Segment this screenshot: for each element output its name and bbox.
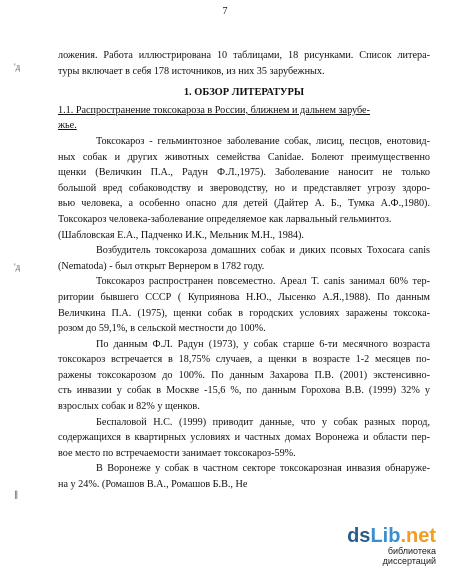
paragraph xyxy=(58,134,430,243)
watermark xyxy=(336,526,436,566)
page-number: 7 xyxy=(222,6,228,17)
subsection-heading xyxy=(58,103,430,134)
text-line: взрослых собак и 82% у щенков. xyxy=(58,401,200,413)
margin-mark: ∥ xyxy=(14,490,19,500)
text-line: ритории бывшего СССР ( Куприянова Н.Ю., Лысенко А.Я.,1988). По данным xyxy=(58,291,430,303)
text-line: Беспаловой Н.С. (1999) приводит данные, что у собак разных пород, xyxy=(96,416,430,428)
paragraph xyxy=(58,274,430,336)
text-line: содержащихся в квартирных условиях и частных домах Воронежа и области пер- xyxy=(58,432,430,444)
document-body xyxy=(58,48,430,493)
text-line: Токсокароз - гельминтозное заболевание собак, лисиц, песцов, енотовид- xyxy=(96,135,430,147)
subheading-line: жье. xyxy=(58,120,77,132)
text-line: Токсокароз человека-заболевание определяемое как ларвальный гельминтоз. xyxy=(58,213,392,225)
text-line: большой вред собаководству и звероводству, но и представляет угрозу здоро- xyxy=(58,182,430,194)
text-line: По данным Ф.Л. Радун (1973), у собак старше 6-ти месячного возраста xyxy=(96,338,430,350)
paragraph xyxy=(58,243,430,274)
text-line: Токсокароз распространен повсеместно. Ареал T. canis занимал 60% тер- xyxy=(96,276,430,288)
paragraph xyxy=(58,337,430,415)
margin-mark: 'д xyxy=(14,62,21,72)
logo-ds: ds xyxy=(347,525,371,547)
text-line: Возбудитель токсокароза домашних собак и диких псовых Toxocara canis xyxy=(96,245,430,257)
logo-lib: Lib xyxy=(370,525,401,547)
text-line: сть инвазии у собак в Москве -15,6 %, по данным Горохова В.В. (1999) 32% у xyxy=(58,385,430,397)
text-line: В Воронеже у собак в частном секторе токсокарозная инвазия обнаруже- xyxy=(96,463,430,475)
paragraph xyxy=(58,415,430,462)
intro-line: туры включает в себя 178 источников, из них 35 зарубежных. xyxy=(58,65,325,77)
text-line: на у 24%. (Ромашов В.А., Ромашов Б.В., Не xyxy=(58,479,248,491)
text-line: (Шабловская Е.А., Падченко И.К., Мельник М.Н., 1984). xyxy=(58,229,304,241)
margin-mark: 'д xyxy=(14,262,21,272)
watermark-logo xyxy=(336,526,436,546)
watermark-tagline: библиотека диссертаций xyxy=(382,546,436,566)
intro-line: ложения. Работа иллюстрирована 10 таблицами, 18 рисунками. Список литера- xyxy=(58,50,430,61)
subheading-line: 1.1. Распространение токсокароза в России, ближнем и дальнем зарубе- xyxy=(58,104,370,116)
text-line: вое место по встречаемости занимает токсокароз-59%. xyxy=(58,447,296,459)
text-line: Величкина П.А. (1975), щенки собак в городских условиях заражены токсока- xyxy=(58,307,430,319)
text-line: ражены токсокарозом до 100%. По данным Захарова П.В. (2001) экстенсивно- xyxy=(58,369,430,381)
section-heading: 1. ОБЗОР ЛИТЕРАТУРЫ xyxy=(183,87,305,99)
text-line: щенки (Величкин П.А., Радун Ф.Л.,1975). Заболевание наносит не только xyxy=(58,167,430,179)
text-line: токсокароз встречается в 18,75% случаев, а щенки в возрасте 1-2 месяцев по- xyxy=(58,354,430,366)
logo-tld: .net xyxy=(400,525,436,547)
text-line: (Nematoda) - был открыт Вернером в 1782 году. xyxy=(58,260,265,272)
text-line: ных собак и других животных семейства Canidae. Болеют преимущественно xyxy=(58,151,430,163)
paragraph xyxy=(58,461,430,492)
text-line: вью человека, а особенно опасно для детей (Дайтер А. Б., Тумка А.Ф.,1980). xyxy=(58,198,430,210)
text-line: розом до 59,1%, в сельской местности до 100%. xyxy=(58,323,266,335)
